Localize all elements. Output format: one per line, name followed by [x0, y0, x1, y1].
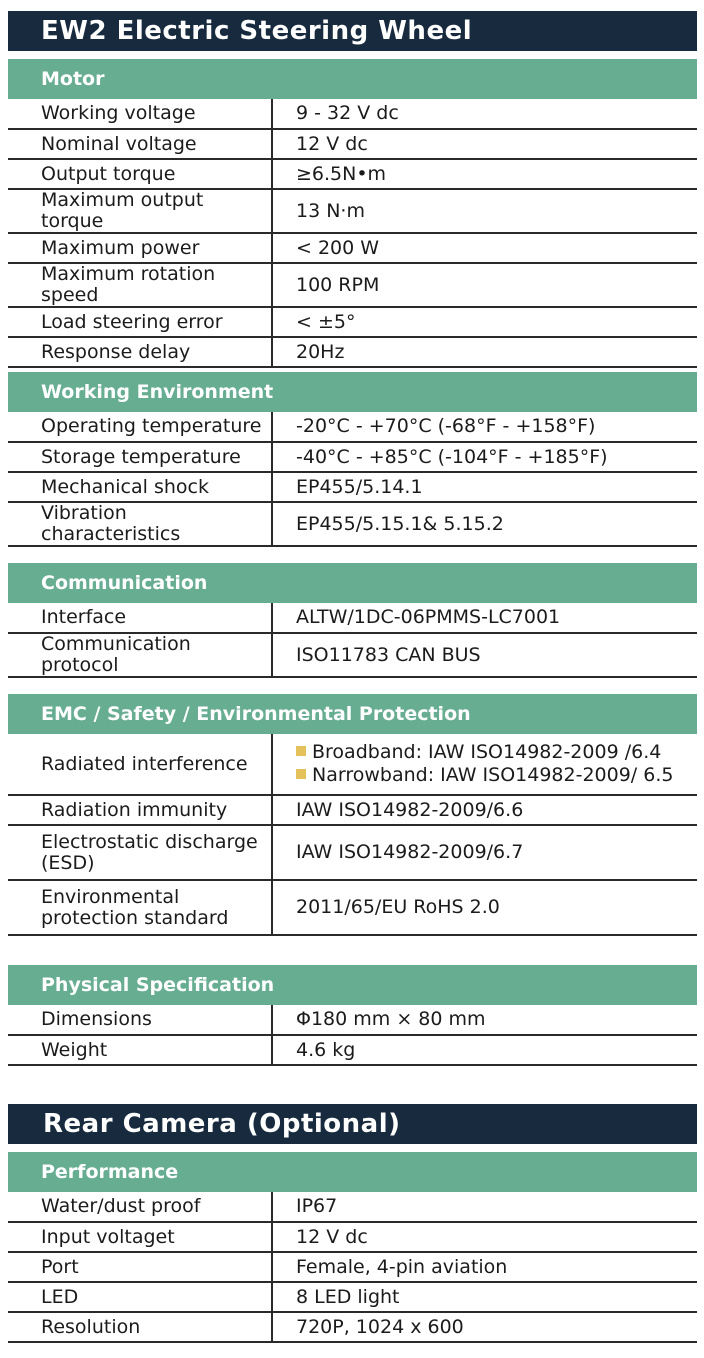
spec-label: Radiation immunity: [8, 795, 272, 825]
table-row: [8, 159, 697, 189]
bullet-text: Broadband: IAW ISO14982-2009 /6.4: [312, 741, 662, 763]
table-row: [8, 1282, 697, 1312]
spec-value: 100 RPM: [272, 263, 697, 307]
spec-label: Interface: [8, 603, 272, 633]
table-row: [8, 633, 697, 677]
spec-label-line: Electrostatic discharge: [41, 830, 258, 853]
spec-value: 8 LED light: [272, 1282, 697, 1312]
table-row: [8, 603, 697, 633]
square-bullet-icon: [296, 769, 306, 779]
table-row: [8, 129, 697, 159]
spec-value: IAW ISO14982-2009/6.6: [272, 795, 697, 825]
spec-label: Radiated interference: [8, 734, 272, 795]
spec-label: LED: [8, 1282, 272, 1312]
spec-value: 13 N·m: [272, 189, 697, 233]
steering-wheel-title: EW2 Electric Steering Wheel: [8, 11, 697, 51]
spec-value: IAW ISO14982-2009/6.7: [272, 825, 697, 880]
table-row: [8, 1005, 697, 1035]
spec-label: Resolution: [8, 1312, 272, 1342]
spec-value: 2011/65/EU RoHS 2.0: [272, 880, 697, 935]
spec-label: [8, 880, 272, 935]
spec-label-line: protection standard: [41, 906, 229, 929]
spec-label: Input voltaget: [8, 1222, 272, 1252]
table-row: [8, 502, 697, 546]
spec-value: 12 V dc: [272, 129, 697, 159]
list-item: [296, 764, 697, 787]
table-row: [8, 412, 697, 442]
motor-section-header: Motor: [8, 59, 697, 99]
table-row: [8, 189, 697, 233]
spec-value: -40°C - +85°C (-104°F - +185°F): [272, 442, 697, 472]
performance-spec-table: [8, 1192, 697, 1343]
spec-value: ≥6.5N•m: [272, 159, 697, 189]
table-row: [8, 337, 697, 367]
performance-section-header: Performance: [8, 1152, 697, 1192]
spec-label: Response delay: [8, 337, 272, 367]
spec-label: Load steering error: [8, 307, 272, 337]
spec-label: Operating temperature: [8, 412, 272, 442]
square-bullet-icon: [296, 746, 306, 756]
spec-value: ISO11783 CAN BUS: [272, 633, 697, 677]
list-item: [296, 741, 697, 764]
table-row: [8, 795, 697, 825]
spec-label: Maximum rotation speed: [8, 263, 272, 307]
environment-spec-table: [8, 412, 697, 547]
emc-spec-table: [8, 734, 697, 936]
spec-label: Storage temperature: [8, 442, 272, 472]
spec-label: Maximum output torque: [8, 189, 272, 233]
spec-label: Mechanical shock: [8, 472, 272, 502]
communication-spec-table: [8, 603, 697, 678]
table-row: [8, 307, 697, 337]
spec-label: Port: [8, 1252, 272, 1282]
spec-value: < 200 W: [272, 233, 697, 263]
table-row: [8, 442, 697, 472]
spec-label-line: (ESD): [41, 851, 95, 874]
physical-section-header: Physical Specification: [8, 965, 697, 1005]
spec-label-line: Environmental: [41, 885, 180, 908]
spec-label: Water/dust proof: [8, 1192, 272, 1222]
spec-value: 12 V dc: [272, 1222, 697, 1252]
table-row: [8, 1222, 697, 1252]
spec-value: IP67: [272, 1192, 697, 1222]
table-row: [8, 1035, 697, 1065]
table-row: [8, 99, 697, 129]
spec-label: Maximum power: [8, 233, 272, 263]
spec-value: 9 - 32 V dc: [272, 99, 697, 129]
rear-camera-title: Rear Camera (Optional): [8, 1104, 697, 1144]
emc-section-header: EMC / Safety / Environmental Protection: [8, 694, 697, 734]
spec-label: Working voltage: [8, 99, 272, 129]
spec-label: Dimensions: [8, 1005, 272, 1035]
communication-section-header: Communication: [8, 563, 697, 603]
table-row: [8, 734, 697, 795]
spec-label: Output torque: [8, 159, 272, 189]
spec-value: 4.6 kg: [272, 1035, 697, 1065]
spec-value: < ±5°: [272, 307, 697, 337]
table-row: [8, 825, 697, 880]
table-row: [8, 1252, 697, 1282]
spec-value: EP455/5.15.1& 5.15.2: [272, 502, 697, 546]
table-row: [8, 263, 697, 307]
spec-value: [272, 734, 697, 795]
spec-value: ALTW/1DC-06PMMS-LC7001: [272, 603, 697, 633]
spec-label: Weight: [8, 1035, 272, 1065]
table-row: [8, 233, 697, 263]
spec-value: EP455/5.14.1: [272, 472, 697, 502]
spec-label: [8, 825, 272, 880]
spec-value: Female, 4-pin aviation: [272, 1252, 697, 1282]
table-row: [8, 880, 697, 935]
spec-label: Vibration characteristics: [8, 502, 272, 546]
spec-label: Communication protocol: [8, 633, 272, 677]
bullet-text: Narrowband: IAW ISO14982-2009/ 6.5: [312, 764, 674, 786]
spec-value: 720P, 1024 x 600: [272, 1312, 697, 1342]
spec-label: Nominal voltage: [8, 129, 272, 159]
motor-spec-table: [8, 99, 697, 368]
spec-value: -20°C - +70°C (-68°F - +158°F): [272, 412, 697, 442]
spec-value: Φ180 mm × 80 mm: [272, 1005, 697, 1035]
spec-value: 20Hz: [272, 337, 697, 367]
table-row: [8, 1192, 697, 1222]
environment-section-header: Working Environment: [8, 372, 697, 412]
physical-spec-table: [8, 1005, 697, 1066]
table-row: [8, 472, 697, 502]
table-row: [8, 1312, 697, 1342]
